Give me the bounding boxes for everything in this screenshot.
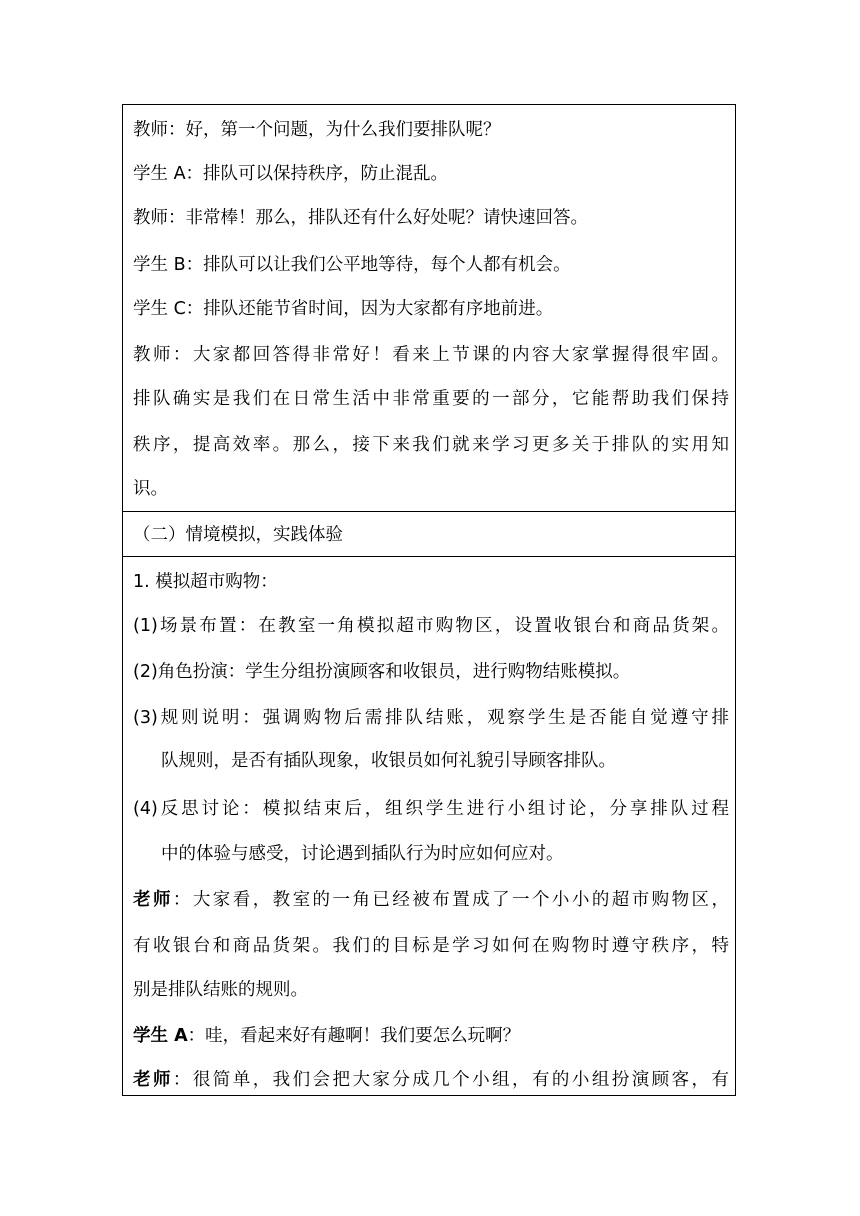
dialogue-text: 有收银台和商品货架。我们的目标是学习如何在购物时遵守秩序，特: [133, 936, 729, 956]
dialogue-line: 教师：非常棒！那么，排队还有什么好处呢？请快速回答。: [133, 208, 588, 228]
speaker-label: 老师: [133, 1070, 173, 1090]
dialogue-text: ：很简单，我们会把大家分成几个小组，有的小组扮演顾客，有: [172, 1070, 730, 1090]
lesson-table: [122, 104, 736, 1096]
dialogue-line: [133, 1068, 729, 1092]
dialogue-line: [133, 888, 729, 912]
step-line: 队规则，是否有插队现象，收银员如何礼貌引导顾客排队。: [161, 751, 616, 771]
step-line: (4)反思讨论：模拟结束后，组织学生进行小组讨论，分享排队过程: [133, 799, 729, 819]
section-heading-cell: [123, 511, 735, 557]
speaker-label: 老师: [133, 890, 173, 910]
dialogue-text: 别是排队结账的规则。: [133, 980, 308, 1000]
dialogue-line: 学生 A：排队可以保持秩序，防止混乱。: [133, 164, 449, 184]
item-title: 1. 模拟超市购物：: [133, 572, 278, 592]
step-line: (1)场景布置：在教室一角模拟超市购物区，设置收银台和商品货架。: [133, 616, 729, 636]
dialogue-line: 学生 C：排队还能节省时间，因为大家都有序地前进。: [133, 299, 554, 319]
step-line: (3)规则说明：强调购物后需排队结账，观察学生是否能自觉遵守排: [133, 708, 729, 728]
dialogue-line: 教师：大家都回答得非常好！看来上节课的内容大家掌握得很牢固。: [133, 345, 729, 365]
dialogue-line: 学生 B：排队可以让我们公平地等待，每个人都有机会。: [133, 255, 571, 275]
dialogue-text: ：哇，看起来好有趣啊！我们要怎么玩啊？: [187, 1026, 521, 1046]
dialogue-line: 排队确实是我们在日常生活中非常重要的一部分，它能帮助我们保持: [133, 389, 729, 409]
dialogue-line: [133, 934, 729, 958]
dialogue-line: 教师：好，第一个问题，为什么我们要排队呢？: [133, 120, 501, 140]
speaker-label: 学生 A: [133, 1026, 188, 1046]
simulation-cell: [123, 557, 735, 1097]
dialogue-text: ：大家看，教室的一角已经被布置成了一个小小的超市购物区，: [172, 890, 730, 910]
dialogue-line: [133, 1024, 729, 1048]
dialogue-line: [133, 978, 729, 1002]
step-line: (2)角色扮演：学生分组扮演顾客和收银员，进行购物结账模拟。: [133, 662, 631, 682]
dialogue-line: 秩序，提高效率。那么，接下来我们就来学习更多关于排队的实用知: [133, 435, 729, 455]
dialogue-review-cell: [123, 105, 735, 511]
step-line: 中的体验与感受，讨论遇到插队行为时应如何应对。: [161, 844, 564, 864]
dialogue-line: 识。: [133, 479, 168, 499]
section-heading: （二）情境模拟，实践体验: [133, 525, 343, 545]
